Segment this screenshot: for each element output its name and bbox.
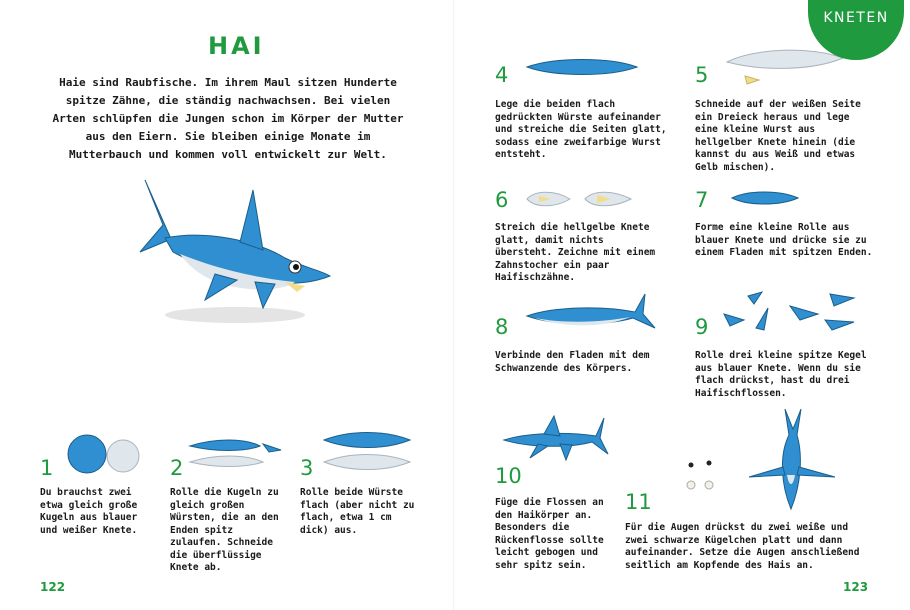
step-11-text: Für die Augen drückst du zwei weiße und zwei schwarze Kügelchen platt und dann aufeinander. Setze die Augen anschließend seitlich am Kopfende des Hais an. bbox=[625, 522, 860, 571]
step-3-number: 3 bbox=[300, 456, 314, 480]
right-page bbox=[455, 0, 910, 610]
step-10-image bbox=[500, 410, 610, 466]
step-2-number: 2 bbox=[170, 456, 184, 480]
step-9-image bbox=[720, 290, 870, 335]
step-7-text: Forme eine kleine Rolle aus blauer Knete und drücke sie zu einem Fladen mit spitzen Enden. bbox=[695, 222, 873, 258]
step-5-text: Schneide auf der weißen Seite ein Dreieck heraus und lege eine kleine Wurst aus hellgelber Knete hinein (die kannst du aus Weiß und etwas Gelb mischen). bbox=[695, 99, 861, 173]
section-badge-label: KNETEN bbox=[823, 10, 889, 26]
step-10-number: 10 bbox=[495, 464, 522, 488]
step-7-image bbox=[730, 190, 800, 206]
page-title: HAI bbox=[208, 32, 265, 60]
step-8-number: 8 bbox=[495, 315, 509, 339]
step-3-text: Rolle beide Würste flach (aber nicht zu flach, etwa 1 cm dick) aus. bbox=[300, 487, 415, 536]
step-4-text: Lege die beiden flach gedrückten Würste aufeinander und streiche die Seiten glatt, sodass eine zweifarbige Wurst entsteht. bbox=[495, 99, 667, 160]
step-2-image bbox=[185, 438, 285, 470]
step-6-number: 6 bbox=[495, 188, 509, 212]
step-4-image bbox=[525, 55, 640, 79]
step-8-text: Verbinde den Fladen mit dem Schwanzende des Körpers. bbox=[495, 350, 650, 374]
step-6-text: Streich die hellgelbe Knete glatt, damit nichts übersteht. Zeichne mit einem Zahnstocher ein paar Haifischzähne. bbox=[495, 222, 656, 283]
page-number-left: 122 bbox=[40, 580, 66, 594]
step-3-image bbox=[320, 430, 415, 474]
step-11-eyes-image bbox=[683, 455, 723, 495]
step-1-text: Du brauchst zwei etwa gleich große Kugeln aus blauer und weißer Knete. bbox=[40, 487, 138, 536]
page-number-right: 123 bbox=[843, 580, 869, 594]
step-9-text: Rolle drei kleine spitze Kegel aus blauer Knete. Wenn du sie flach drückst, hast du drei Haifischflossen. bbox=[695, 350, 867, 399]
step-4-number: 4 bbox=[495, 63, 509, 87]
shark-photo bbox=[135, 170, 345, 330]
intro-text: Haie sind Raubfische. Im ihrem Maul sitzen Hunderte spitze Zähne, die ständig nachwachsen. Bei vielen Arten schlüpfen die Jungen schon im Körper der Mutter aus den Eiern. Sie bleiben einige Monate im Mutterbauch und kommen voll entwickelt zur Welt. bbox=[52, 76, 404, 161]
step-8-image bbox=[525, 290, 660, 332]
step-2-text: Rolle die Kugeln zu gleich großen Würsten, die an den Enden spitz zulaufen. Schneide die überflüssige Knete ab. bbox=[170, 487, 279, 573]
step-7-number: 7 bbox=[695, 188, 709, 212]
step-5-number: 5 bbox=[695, 63, 709, 87]
step-1-number: 1 bbox=[40, 456, 54, 480]
step-6-image bbox=[525, 186, 635, 212]
step-11-shark-image bbox=[743, 405, 843, 515]
step-11-number: 11 bbox=[625, 490, 652, 514]
step-10-text: Füge die Flossen an den Haikörper an. Besonders die Rückenflosse sollte leicht gebogen und sehr spitz sein. bbox=[495, 497, 604, 571]
step-9-number: 9 bbox=[695, 315, 709, 339]
step-1-image bbox=[65, 432, 145, 476]
